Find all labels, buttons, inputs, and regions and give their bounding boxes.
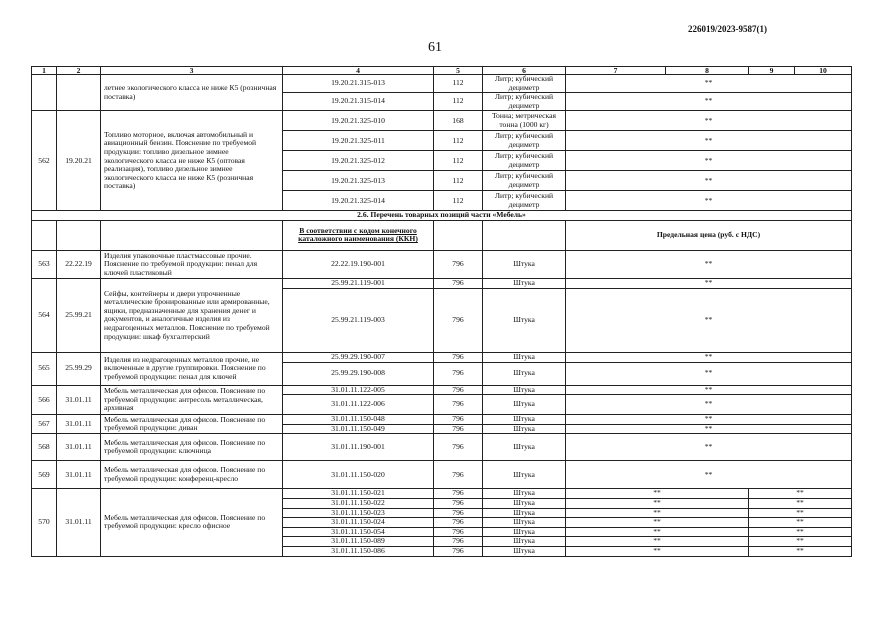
unit-code: 796 [434, 527, 483, 537]
item-number: 568 [32, 434, 57, 461]
col-number: 6 [483, 67, 566, 75]
price-limit: ** [566, 489, 749, 499]
kkn-code: 31.01.11.150-086 [283, 546, 434, 556]
section-title: 2.6. Перечень товарных позиций части «Мебель» [32, 211, 852, 221]
kkn-code: 31.01.11.150-049 [283, 424, 434, 434]
item-number: 567 [32, 415, 57, 434]
price-limit: ** [566, 250, 852, 278]
kkn-code: 31.01.11.150-054 [283, 527, 434, 537]
unit-name: Штука [483, 518, 566, 528]
unit-name: Литр; кубический дециметр [483, 93, 566, 111]
item-description: Мебель металлическая для офисов. Пояснение по требуемой продукции: кресло офисное [101, 489, 283, 556]
kkn-code: 19.20.21.325-012 [283, 151, 434, 171]
table-row [32, 75, 852, 93]
price-limit: ** [566, 498, 749, 508]
price-limit: ** [566, 288, 852, 352]
kkn-code: 25.99.29.190-007 [283, 352, 434, 362]
price-limit: ** [566, 278, 852, 288]
unit-name: Штука [483, 434, 566, 461]
price-limit: ** [749, 527, 852, 537]
price-limit: ** [566, 111, 852, 131]
item-description: Топливо моторное, включая автомобильный и авиационный бензин. Пояснение по требуемой продукции: топливо дизельное зимнее экологического класса не ниже К5 (оптовая реализация), топливо дизельное зимнее экологического класса не ниже К5 (розничная поставка) [101, 111, 283, 211]
price-limit: ** [566, 546, 749, 556]
price-limit: ** [566, 527, 749, 537]
unit-name: Штука [483, 250, 566, 278]
unit-name: Штука [483, 424, 566, 434]
price-limit: ** [566, 508, 749, 518]
unit-name: Литр; кубический дециметр [483, 75, 566, 93]
unit-name: Штука [483, 537, 566, 547]
unit-code: 796 [434, 537, 483, 547]
section-title-row [32, 211, 852, 221]
price-limit: ** [749, 518, 852, 528]
price-table [31, 66, 852, 557]
kkn-code: 31.01.11.150-020 [283, 461, 434, 489]
okpd-code: 31.01.11 [57, 415, 101, 434]
unit-name: Литр; кубический дециметр [483, 171, 566, 191]
unit-code: 796 [434, 498, 483, 508]
section-header-row [32, 220, 852, 250]
price-limit: ** [749, 508, 852, 518]
okpd-code: 31.01.11 [57, 489, 101, 556]
price-limit: ** [566, 434, 852, 461]
unit-name: Штука [483, 489, 566, 499]
price-limit: ** [566, 352, 852, 362]
kkn-code: 31.01.11.150-024 [283, 518, 434, 528]
col-number: 1 [32, 67, 57, 75]
item-number: 565 [32, 352, 57, 385]
kkn-code: 19.20.21.325-010 [283, 111, 434, 131]
unit-name: Штука [483, 288, 566, 352]
okpd-code: 31.01.11 [57, 385, 101, 415]
unit-code: 796 [434, 415, 483, 425]
table-row [32, 250, 852, 278]
price-limit: ** [566, 385, 852, 395]
unit-code: 112 [434, 171, 483, 191]
item-number: 562 [32, 111, 57, 211]
item-description: Мебель металлическая для офисов. Пояснение по требуемой продукции: антресоль металлическая, архивная [101, 385, 283, 415]
empty-cell [32, 220, 57, 250]
unit-name: Штука [483, 546, 566, 556]
kkn-code: 31.01.11.150-022 [283, 498, 434, 508]
kkn-code: 31.01.11.150-089 [283, 537, 434, 547]
table-row [32, 489, 852, 499]
col-number: 5 [434, 67, 483, 75]
unit-code: 796 [434, 362, 483, 385]
kkn-code: 31.01.11.122-005 [283, 385, 434, 395]
kkn-code: 22.22.19.190-001 [283, 250, 434, 278]
unit-name: Штука [483, 352, 566, 362]
item-number [32, 75, 57, 111]
unit-name: Штука [483, 415, 566, 425]
kkn-code: 19.20.21.315-014 [283, 93, 434, 111]
empty-cell [57, 220, 101, 250]
col-number: 3 [101, 67, 283, 75]
unit-name: Литр; кубический дециметр [483, 131, 566, 151]
okpd-code: 25.99.29 [57, 352, 101, 385]
kkn-code: 25.99.21.119-003 [283, 288, 434, 352]
kkn-code: 31.01.11.150-048 [283, 415, 434, 425]
price-limit: ** [566, 151, 852, 171]
unit-code: 796 [434, 461, 483, 489]
unit-code: 796 [434, 546, 483, 556]
item-number: 566 [32, 385, 57, 415]
unit-code: 112 [434, 191, 483, 211]
price-limit: ** [566, 93, 852, 111]
price-limit: ** [566, 171, 852, 191]
unit-name: Штука [483, 527, 566, 537]
okpd-code: 25.99.21 [57, 278, 101, 352]
col-number: 8 [666, 67, 749, 75]
okpd-code: 22.22.19 [57, 250, 101, 278]
price-limit: ** [749, 546, 852, 556]
price-limit: ** [566, 131, 852, 151]
price-limit: ** [566, 461, 852, 489]
price-limit: ** [749, 537, 852, 547]
unit-code: 796 [434, 518, 483, 528]
price-header: Предельная цена (руб. с НДС) [566, 220, 852, 250]
kkn-code: 25.99.29.190-008 [283, 362, 434, 385]
unit-code: 796 [434, 489, 483, 499]
price-limit: ** [566, 395, 852, 415]
unit-code: 796 [434, 434, 483, 461]
price-limit: ** [749, 498, 852, 508]
table-row [32, 278, 852, 288]
item-number: 570 [32, 489, 57, 556]
price-limit: ** [566, 518, 749, 528]
unit-name: Тонна; метрическая тонна (1000 кг) [483, 111, 566, 131]
unit-code: 796 [434, 424, 483, 434]
okpd-code [57, 75, 101, 111]
unit-name: Штука [483, 385, 566, 395]
unit-code: 168 [434, 111, 483, 131]
empty-cell [101, 220, 283, 250]
item-description: Мебель металлическая для офисов. Пояснение по требуемой продукции: конференц-кресло [101, 461, 283, 489]
table-row [32, 352, 852, 362]
unit-name: Литр; кубический дециметр [483, 151, 566, 171]
unit-code: 796 [434, 508, 483, 518]
page-number: 61 [428, 40, 442, 55]
unit-code: 112 [434, 75, 483, 93]
col-number: 4 [283, 67, 434, 75]
price-limit: ** [566, 424, 852, 434]
unit-code: 796 [434, 278, 483, 288]
okpd-code: 31.01.11 [57, 461, 101, 489]
unit-name: Штука [483, 278, 566, 288]
okpd-code: 19.20.21 [57, 111, 101, 211]
unit-code: 796 [434, 250, 483, 278]
col-number: 9 [749, 67, 795, 75]
unit-code: 796 [434, 352, 483, 362]
table-row [32, 111, 852, 131]
item-description: Мебель металлическая для офисов. Пояснение по требуемой продукции: диван [101, 415, 283, 434]
unit-code: 796 [434, 395, 483, 415]
column-number-row [32, 67, 852, 75]
kkn-code: 19.20.21.315-013 [283, 75, 434, 93]
unit-name: Штука [483, 508, 566, 518]
item-description: Изделия упаковочные пластмассовые прочие. Пояснение по требуемой продукции: пенал для ключей пластиковый [101, 250, 283, 278]
empty-cell [434, 220, 483, 250]
kkn-code: 31.01.11.150-021 [283, 489, 434, 499]
unit-code: 112 [434, 151, 483, 171]
unit-name: Штука [483, 395, 566, 415]
item-description: Мебель металлическая для офисов. Пояснение по требуемой продукции: ключница [101, 434, 283, 461]
kkn-code: 31.01.11.190-001 [283, 434, 434, 461]
col-number: 2 [57, 67, 101, 75]
unit-code: 112 [434, 93, 483, 111]
kkn-code: 31.01.11.122-006 [283, 395, 434, 415]
item-number: 564 [32, 278, 57, 352]
price-limit: ** [566, 415, 852, 425]
unit-name: Литр; кубический дециметр [483, 191, 566, 211]
kkn-code: 25.99.21.119-001 [283, 278, 434, 288]
price-limit: ** [566, 362, 852, 385]
price-limit: ** [566, 75, 852, 93]
document-number: 226019/2023-9587(1) [688, 24, 767, 34]
item-number: 569 [32, 461, 57, 489]
price-limit: ** [566, 537, 749, 547]
unit-code: 112 [434, 131, 483, 151]
table-row [32, 385, 852, 395]
unit-name: Штука [483, 498, 566, 508]
item-description: Сейфы, контейнеры и двери упрочненные металлические бронированные или армированные, ящики, предназначенные для хранения денег и документов, и аналогичные изделия из недрагоценных металлов. Пояснение по требуемой продукции: шкаф бухгалтерский [101, 278, 283, 352]
kkn-code: 19.20.21.325-014 [283, 191, 434, 211]
item-description: Изделия из недрагоценных металлов прочие, не включенные в другие группировки. Пояснение по требуемой продукции: пенал для ключей [101, 352, 283, 385]
unit-name: Штука [483, 461, 566, 489]
item-description: летнее экологического класса не ниже К5 (розничная поставка) [101, 75, 283, 111]
table-row [32, 461, 852, 489]
unit-code: 796 [434, 288, 483, 352]
col-number: 7 [566, 67, 666, 75]
item-number: 563 [32, 250, 57, 278]
kkn-code: 19.20.21.325-011 [283, 131, 434, 151]
unit-code: 796 [434, 385, 483, 395]
unit-name: Штука [483, 362, 566, 385]
empty-cell [483, 220, 566, 250]
kkn-code: 31.01.11.150-023 [283, 508, 434, 518]
kkn-header: В соответствии с кодом конечного каталожного наименования (ККН) [283, 220, 434, 250]
price-limit: ** [749, 489, 852, 499]
okpd-code: 31.01.11 [57, 434, 101, 461]
table-row [32, 415, 852, 425]
kkn-code: 19.20.21.325-013 [283, 171, 434, 191]
col-number: 10 [795, 67, 852, 75]
table-row [32, 434, 852, 461]
price-limit: ** [566, 191, 852, 211]
